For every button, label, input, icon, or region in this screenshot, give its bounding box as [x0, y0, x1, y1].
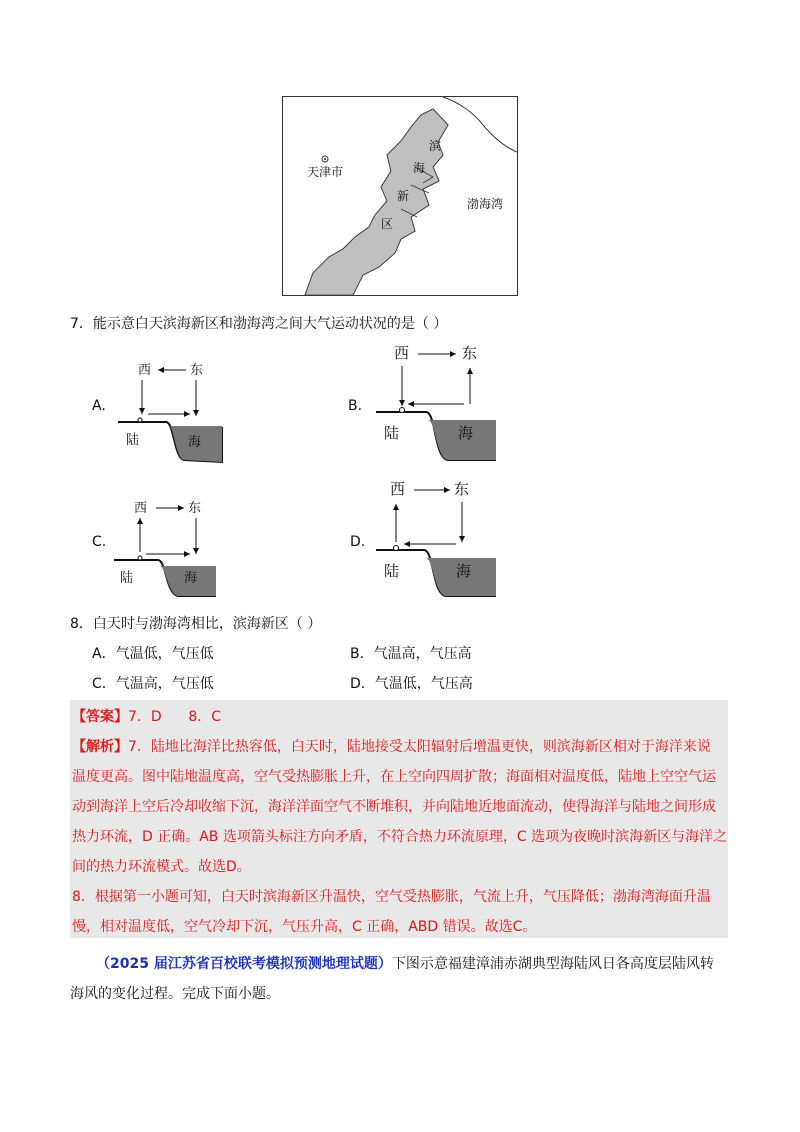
option-c-letter: C. — [92, 534, 107, 550]
analysis-block — [72, 732, 732, 942]
q8-option-c: C．气温高，气压低 — [92, 676, 214, 692]
district-char-3: 新 — [397, 189, 410, 203]
option-b-diagram — [376, 340, 498, 466]
city-label: 天津市 — [307, 165, 344, 179]
question-7-text: 7．能示意白天滨海新区和渤海湾之间大气运动状况的是（ ） — [70, 316, 448, 332]
analysis-line-3: 动到海洋上空后冷却收缩下沉，海洋洋面空气不断堆积，并向陆地近地面流动，使得海洋与陆地之间形成 — [72, 799, 716, 815]
source-line-1 — [96, 950, 714, 978]
analysis-line-5: 间的热力环流模式。故选D。 — [72, 859, 251, 875]
district-char-2: 海 — [413, 161, 426, 175]
district-char-4: 区 — [381, 217, 394, 231]
east-label: 东 — [190, 363, 204, 378]
west-label: 西 — [138, 363, 152, 378]
bay-label: 渤海湾 — [467, 197, 504, 211]
sea-label: 海 — [188, 435, 202, 450]
answer-line — [72, 702, 221, 732]
option-a-letter: A. — [92, 398, 106, 414]
map-figure — [282, 96, 518, 296]
sea-label: 海 — [458, 424, 474, 442]
land-label: 陆 — [384, 562, 400, 580]
option-b-letter: B. — [348, 398, 363, 414]
sea-label: 海 — [456, 562, 472, 580]
option-d-letter: D. — [350, 534, 366, 550]
west-label: 西 — [390, 480, 406, 498]
east-label: 东 — [188, 501, 202, 516]
analysis-label: 【解析】 — [72, 739, 128, 755]
q8-option-b: B．气温高，气压高 — [350, 646, 472, 662]
option-a-diagram — [118, 358, 228, 466]
analysis-line-4: 热力环流，D 正确。AB 选项箭头标注方向矛盾，不符合热力环流原理，C 选项为夜晚时滨海新区与海洋之 — [72, 829, 728, 845]
east-label: 东 — [454, 480, 470, 498]
option-c-diagram — [114, 496, 224, 600]
east-label: 东 — [462, 344, 478, 362]
land-label: 陆 — [384, 424, 400, 442]
land-label: 陆 — [126, 433, 140, 448]
analysis-line-6: 8．根据第一小题可知，白天时滨海新区升温快，空气受热膨胀，气流上升，气压降低；渤海湾海面升温 — [72, 889, 711, 905]
land-label: 陆 — [120, 571, 134, 586]
q8-option-a: A．气温低，气压低 — [92, 646, 214, 662]
question-8-text: 8．白天时与渤海湾相比，滨海新区（ ） — [70, 616, 322, 632]
source-text-1: 下图示意福建漳浦赤湖典型海陆风日各高度层陆风转 — [391, 956, 714, 972]
analysis-line-7: 慢，相对温度低，空气冷却下沉，气压升高，C 正确，ABD 错误。故选C。 — [72, 919, 537, 935]
source-tag: （2025 届江苏省百校联考模拟预测地理试题） — [96, 956, 392, 972]
analysis-line-2: 温度更高。图中陆地温度高，空气受热膨胀上升，在上空向四周扩散；海面相对温度低，陆地上空空气运 — [72, 769, 716, 785]
district-char-1: 滨 — [429, 139, 442, 153]
source-line-2: 海风的变化过程。完成下面小题。 — [70, 986, 280, 1002]
analysis-line-1: 7．陆地比海洋比热容低，白天时，陆地接受太阳辐射后增温更快，则滨海新区相对于海洋来说 — [128, 739, 711, 755]
q8-option-d: D．气温低，气压高 — [350, 676, 473, 692]
option-d-diagram — [376, 476, 498, 602]
answer-label: 【答案】 — [72, 709, 128, 725]
answer-value: 7．D 8．C — [128, 709, 222, 725]
west-label: 西 — [134, 501, 148, 516]
west-label: 西 — [394, 344, 410, 362]
sea-label: 海 — [184, 571, 198, 586]
